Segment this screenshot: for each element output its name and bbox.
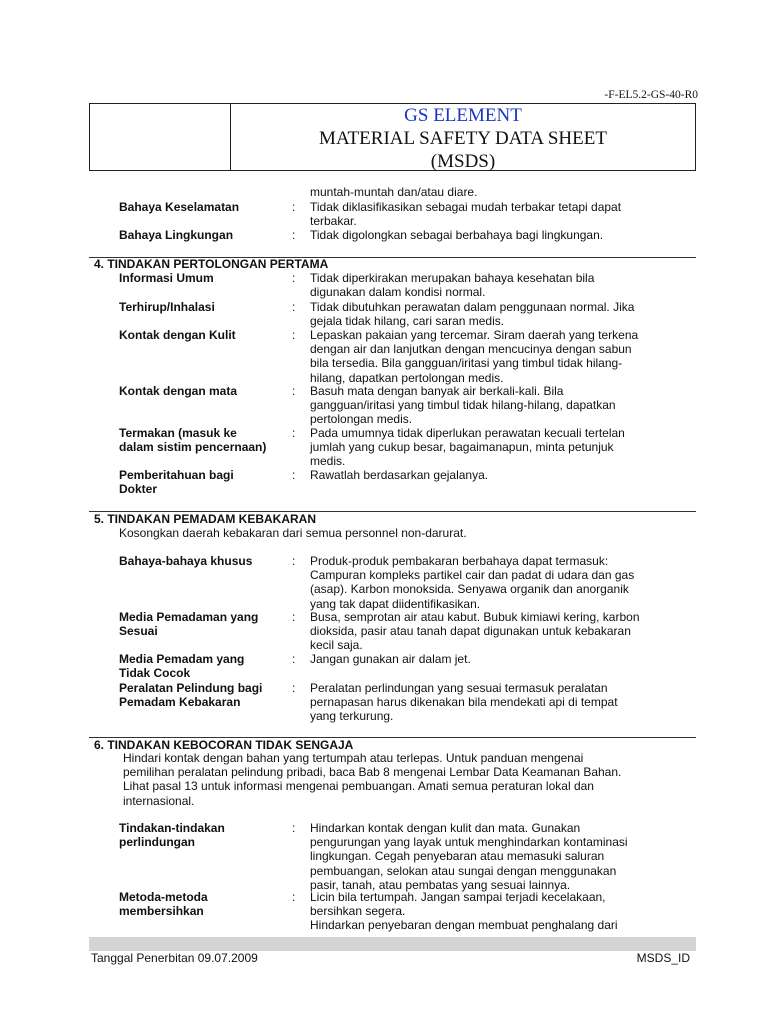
- field-label: Kontak dengan Kulit: [119, 328, 236, 342]
- field-value: (asap). Karbon monoksida. Senyawa organik dan anorganik: [310, 582, 629, 597]
- field-label: dalam sistim pencernaan): [119, 440, 267, 455]
- document-code: -F-EL5.2-GS-40-R0: [604, 89, 698, 101]
- separator-colon: :: [292, 384, 296, 398]
- field-value: hilang, dapatkan pertolongan medis.: [310, 370, 504, 385]
- separator-colon: :: [292, 554, 296, 568]
- separator-colon: :: [292, 468, 296, 482]
- field-value: pasir, tanah, atau pembatas yang sesuai lainnya.: [310, 877, 571, 892]
- continued-text: muntah-muntah dan/atau diare.: [310, 185, 478, 199]
- field-label: Bahaya Keselamatan: [119, 200, 240, 214]
- field-label: Metoda-metoda: [119, 890, 208, 904]
- field-value: Hindarkan kontak dengan kulit dan mata. Gunakan: [310, 821, 581, 835]
- separator-colon: :: [292, 821, 296, 835]
- document-title: MATERIAL SAFETY DATA SHEET: [319, 128, 607, 149]
- separator-colon: :: [292, 328, 296, 342]
- field-value: medis.: [310, 454, 346, 469]
- field-label: Kontak dengan mata: [119, 384, 238, 398]
- field-value: digunakan dalam kondisi normal.: [310, 285, 486, 300]
- field-label: Pemberitahuan bagi: [119, 468, 234, 482]
- field-value: yang tak dapat diidentifikasikan.: [310, 596, 481, 611]
- field-value: bersihkan segera.: [310, 904, 406, 919]
- separator-colon: :: [292, 681, 296, 695]
- field-label: membersihkan: [119, 904, 204, 919]
- field-label: Informasi Umum: [119, 271, 214, 285]
- section-intro: Lihat pasal 13 untuk informasi mengenai pembuangan. Amati semua peraturan lokal dan: [123, 779, 594, 794]
- field-value: gangguan/iritasi yang timbul tidak hilang-hilang, dapatkan: [310, 398, 616, 413]
- field-value: Tidak diperkirakan merupakan bahaya kesehatan bila: [310, 271, 595, 285]
- field-label: Tidak Cocok: [119, 666, 191, 681]
- field-value: Tidak digolongkan sebagai berbahaya bagi lingkungan.: [310, 228, 604, 242]
- field-value: pengurungan yang layak untuk menghindarkan kontaminasi: [310, 835, 628, 850]
- separator-colon: :: [292, 610, 296, 624]
- field-value: Basuh mata dengan banyak air berkali-kali. Bila: [310, 384, 564, 398]
- field-value: dengan air dan lanjutkan dengan mencucinya dengan sabun: [310, 342, 632, 357]
- field-value: Tidak dibutuhkan perawatan dalam penggunaan normal. Jika: [310, 300, 635, 314]
- separator-colon: :: [292, 300, 296, 314]
- field-value: pertolongan medis.: [310, 412, 413, 427]
- field-value: yang terkurung.: [310, 709, 394, 724]
- section-heading: 6. TINDAKAN KEBOCORAN TIDAK SENGAJA: [94, 738, 354, 752]
- field-value: Campuran kompleks partikel cair dan padat di udara dan gas: [310, 568, 635, 583]
- separator-colon: :: [292, 271, 296, 285]
- section-heading: 4. TINDAKAN PERTOLONGAN PERTAMA: [94, 257, 329, 271]
- company-name: GS ELEMENT: [404, 105, 522, 126]
- separator-colon: :: [292, 228, 296, 242]
- field-label: Sesuai: [119, 624, 158, 639]
- field-value: Produk-produk pembakaran berbahaya dapat termasuk:: [310, 554, 609, 568]
- field-label: Media Pemadaman yang: [119, 610, 259, 624]
- section-intro: internasional.: [123, 793, 195, 808]
- issue-date: Tanggal Penerbitan 09.07.2009: [91, 951, 258, 965]
- field-value: bila tersedia. Bila gangguan/iritasi yang timbul tidak hilang-: [310, 356, 623, 371]
- field-value: Lepaskan pakaian yang tercemar. Siram daerah yang terkena: [310, 328, 639, 342]
- separator-colon: :: [292, 200, 296, 214]
- field-value: Busa, semprotan air atau kabut. Bubuk kimiawi kering, karbon: [310, 610, 640, 624]
- field-label: Tindakan-tindakan: [119, 821, 225, 835]
- section-intro: pemilihan peralatan pelindung pribadi, baca Bab 8 mengenai Lembar Data Keamanan Bahan.: [123, 765, 622, 780]
- field-label: Termakan (masuk ke: [119, 426, 237, 440]
- separator-colon: :: [292, 890, 296, 904]
- field-value: Peralatan perlindungan yang sesuai termasuk peralatan: [310, 681, 608, 695]
- field-value: dioksida, pasir atau tanah dapat digunakan untuk kebakaran: [310, 624, 631, 639]
- header-title-block: [231, 104, 695, 173]
- field-value: Jangan gunakan air dalam jet.: [310, 652, 471, 666]
- section-heading: 5. TINDAKAN PEMADAM KEBAKARAN: [94, 512, 316, 526]
- field-label: Terhirup/Inhalasi: [119, 300, 215, 314]
- section-intro: Hindari kontak dengan bahan yang tertumpah atau terlepas. Untuk panduan mengenai: [123, 751, 584, 765]
- field-label: Bahaya Lingkungan: [119, 228, 234, 242]
- field-value: Tidak diklasifikasikan sebagai mudah terbakar tetapi dapat: [310, 200, 622, 214]
- field-value: lingkungan. Cegah penyebaran atau memasuki saluran: [310, 849, 605, 864]
- field-value: kecil saja.: [310, 638, 363, 653]
- footer-band: [89, 937, 696, 951]
- field-value: pernapasan harus dikenakan bila mendekati api di tempat: [310, 695, 618, 710]
- field-label: Peralatan Pelindung bagi: [119, 681, 263, 695]
- separator-colon: :: [292, 426, 296, 440]
- field-value: Licin bila tertumpah. Jangan sampai terjadi kecelakaan,: [310, 890, 606, 904]
- separator-colon: :: [292, 652, 296, 666]
- header-box: [89, 103, 696, 171]
- field-value: terbakar.: [310, 214, 357, 229]
- field-value: Hindarkan penyebaran dengan membuat penghalang dari: [310, 918, 618, 933]
- field-label: Dokter: [119, 482, 158, 497]
- field-label: perlindungan: [119, 835, 195, 850]
- field-value: pembuangan, selokan atau sungai dengan menggunakan: [310, 863, 617, 878]
- section-intro: Kosongkan daerah kebakaran dari semua personnel non-darurat.: [119, 526, 467, 540]
- field-value: gejala tidak hilang, cari saran medis.: [310, 314, 505, 329]
- document-title-abbrev: (MSDS): [430, 151, 496, 172]
- field-value: Rawatlah berdasarkan gejalanya.: [310, 468, 489, 482]
- field-value: Pada umumnya tidak diperlukan perawatan kecuali tertelan: [310, 426, 625, 440]
- field-label: Bahaya-bahaya khusus: [119, 554, 253, 568]
- field-label: Media Pemadam yang: [119, 652, 245, 666]
- field-value: jumlah yang cukup besar, bagaimanapun, minta petunjuk: [310, 440, 614, 455]
- field-label: Pemadam Kebakaran: [119, 695, 241, 710]
- document-id: MSDS_ID: [636, 951, 690, 965]
